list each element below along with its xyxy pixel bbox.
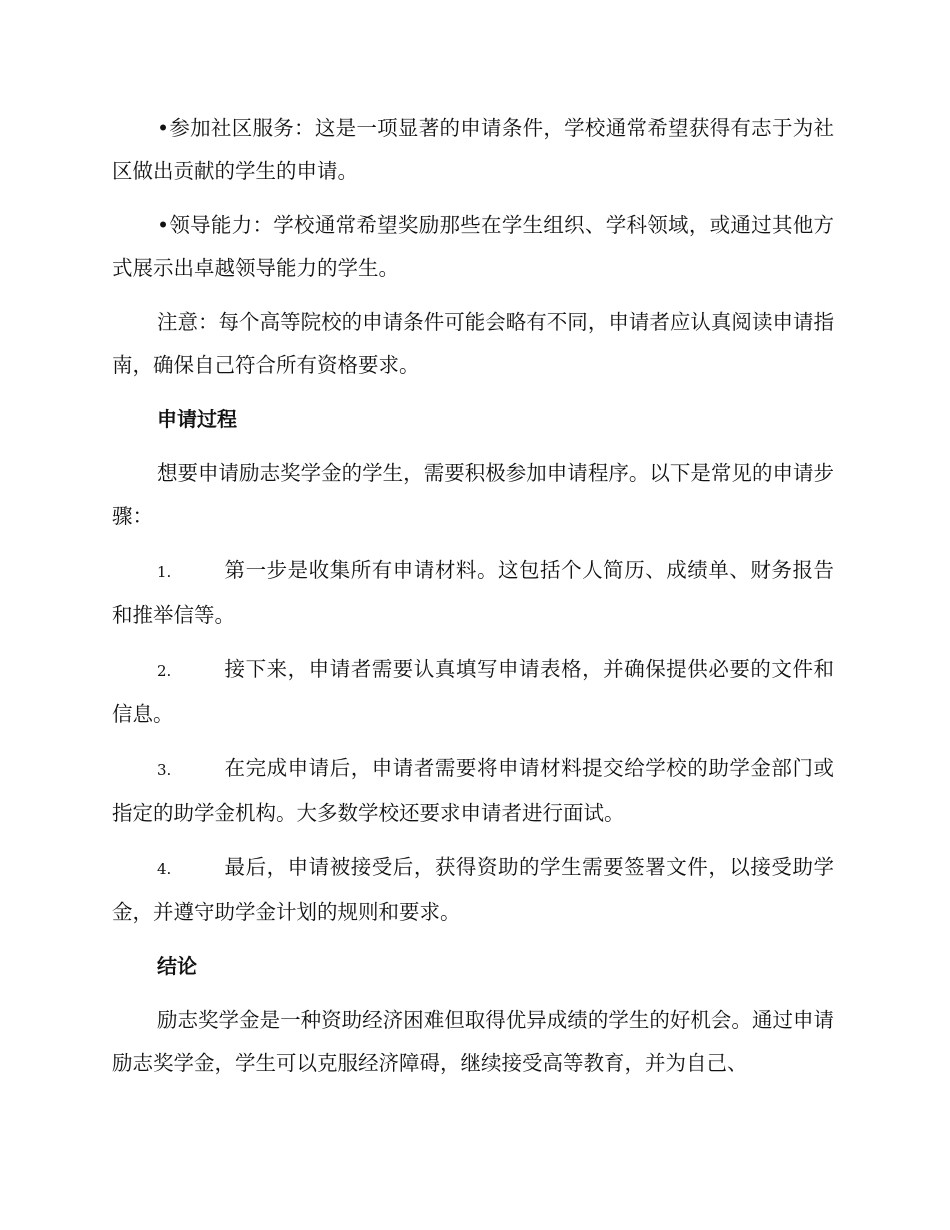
heading-application-process: 申请过程 [157,407,237,431]
list-number: 3. [157,761,172,779]
list-item-text: 第一步是收集所有申请材料。这包括个人简历、成绩单、财务报告和推举信等。 [112,558,834,627]
heading-conclusion: 结论 [157,954,197,978]
paragraph-note: 注意：每个高等院校的申请条件可能会略有不同，申请者应认真阅读申请指南，确保自己符合所有资格要求。 [112,310,834,377]
list-item-text: 接下来，申请者需要认真填写申请表格，并确保提供必要的文件和信息。 [112,657,834,726]
list-number: 1. [157,563,172,581]
list-item-text: 最后，申请被接受后，获得资助的学生需要签署文件，以接受助学金，并遵守助学金计划的规则和要求。 [112,855,834,924]
list-item-step-1 [112,549,834,637]
paragraph-application-intro: 想要申请励志奖学金的学生，需要积极参加申请程序。以下是常见的申请步骤： [112,461,834,528]
list-item-step-2 [112,648,834,736]
paragraph-community-service: •参加社区服务：这是一项显著的申请条件，学校通常希望获得有志于为社区做出贡献的学生的申请。 [112,116,834,183]
list-item-text: 在完成申请后，申请者需要将申请材料提交给学校的助学金部门或指定的助学金机构。大多数学校还要求申请者进行面试。 [112,756,834,825]
list-number: 4. [157,860,172,878]
list-number: 2. [157,662,172,680]
list-item-step-4 [112,846,834,934]
list-item-step-3 [112,747,834,835]
paragraph-leadership: •领导能力：学校通常希望奖励那些在学生组织、学科领域，或通过其他方式展示出卓越领导能力的学生。 [112,213,834,280]
paragraph-conclusion: 励志奖学金是一种资助经济困难但取得优异成绩的学生的好机会。通过申请励志奖学金，学生可以克服经济障碍，继续接受高等教育，并为自己、 [112,1008,834,1075]
document-page [112,107,834,1096]
